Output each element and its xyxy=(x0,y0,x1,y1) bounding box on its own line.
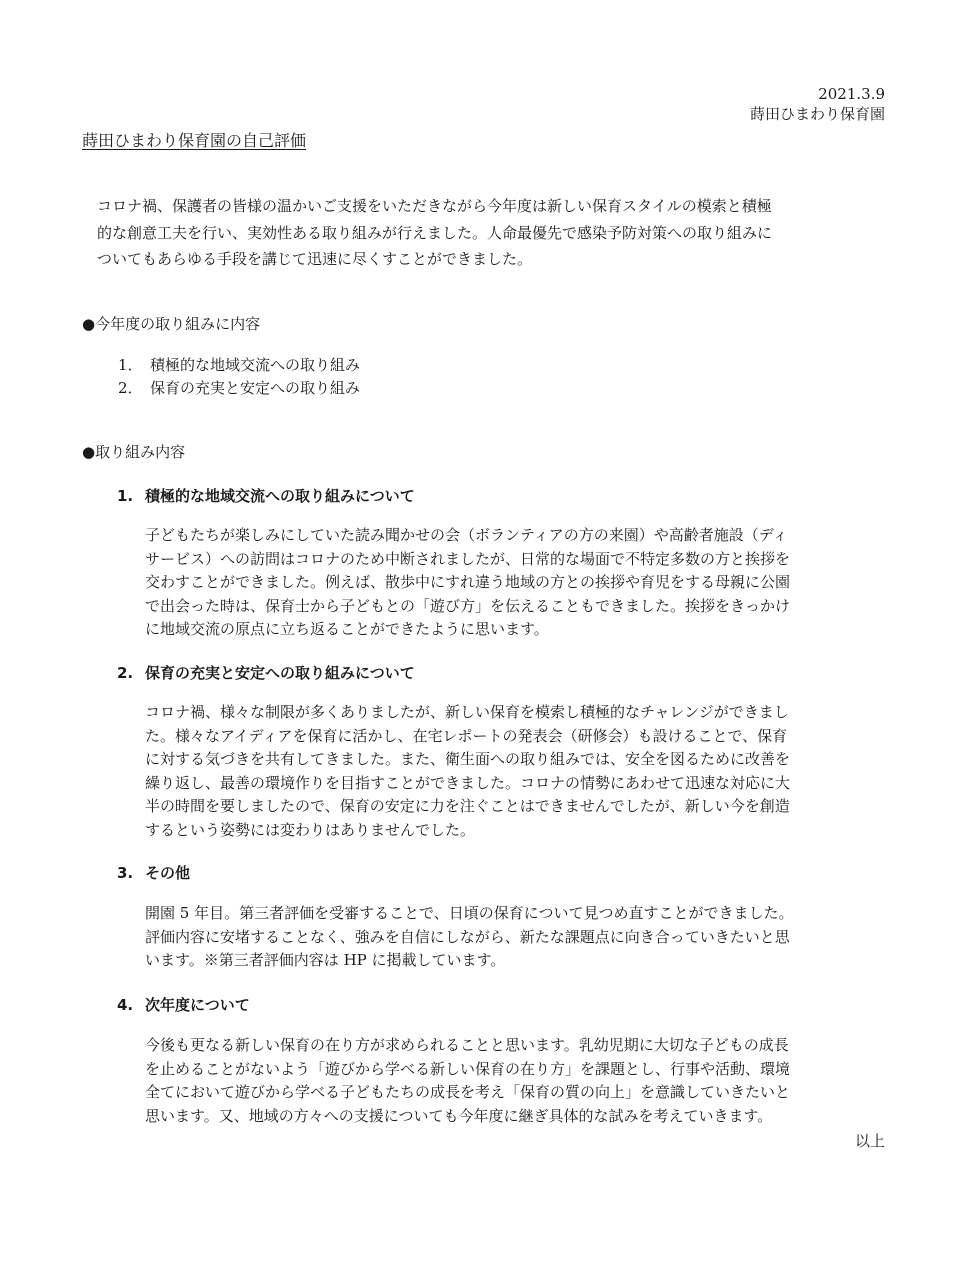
body-line: 思います。又、地域の方々への支援についても今年度に継ぎ具体的な試みを考えていきます。 xyxy=(145,1106,773,1125)
section-heading xyxy=(117,862,190,883)
body-line: 開園 5 年目。第三者評価を受審することで、日頃の保育について見つめ直すことができました。 xyxy=(145,904,794,922)
document-header xyxy=(750,84,885,124)
plan-item-number: 2． xyxy=(118,379,143,397)
section-body xyxy=(145,902,887,973)
section-title: 積極的な地域交流への取り組みについて xyxy=(145,487,415,505)
intro-line: 的な創意工夫を行い、実効性ある取り組みが行えました。人命最優先で感染予防対策への取り組みに xyxy=(97,223,773,242)
document-date: 2021.3.9 xyxy=(818,85,885,103)
section-number: 4. xyxy=(117,996,134,1014)
intro-line: コロナ禍、保護者の皆様の温かいご支援をいただきながら今年度は新しい保育スタイルの模索と積極 xyxy=(97,197,772,215)
body-line: 子どもたちが楽しみにしていた読み聞かせの会（ボランティアの方の来園）や高齢者施設（ディ xyxy=(145,526,788,544)
intro-line: ついてもあらゆる手段を講じて迅速に尽くすことができました。 xyxy=(97,250,533,268)
plan-list xyxy=(118,354,360,400)
plan-item-text: 保育の充実と安定への取り組み xyxy=(150,379,361,397)
section-heading xyxy=(117,994,250,1015)
section-body xyxy=(145,1034,887,1128)
body-line: を止めることがないよう「遊びから学べる新しい保育の在り方」を課題とし、行事や活動、環境 xyxy=(145,1059,791,1078)
body-line: 評価内容に安堵することなく、強みを自信にしながら、新たな課題点に向き合っていきたいと思 xyxy=(145,927,790,946)
organization-name: 蒔田ひまわり保育園 xyxy=(749,105,885,123)
body-line: た。様々なアイディアを保育に活かし、在宅レポートの発表会（研修会）も設けることで、保育 xyxy=(145,726,788,745)
section-body xyxy=(145,701,887,842)
body-line: 交わすことができました。例えば、散歩中にすれ違う地域の方との挨拶や育児をする母親に公園 xyxy=(145,573,791,591)
section-number: 2. xyxy=(117,664,134,682)
plan-item xyxy=(118,377,360,400)
body-line: するという姿勢には変わりはありませんでした。 xyxy=(145,820,476,839)
section-body xyxy=(145,524,887,642)
body-line: で出会った時は、保育士から子どもとの「遊び方」を伝えることもできました。挨拶をきっかけ xyxy=(145,596,791,615)
section-heading xyxy=(117,485,415,506)
plan-item xyxy=(118,354,360,377)
body-line: います。※第三者評価内容は HP に掲載しています。 xyxy=(145,951,506,969)
body-line: 繰り返し、最善の環境作りを目指すことができました。コロナの情勢にあわせて迅速な対応に大 xyxy=(145,773,791,792)
section-title: 保育の充実と安定への取り組みについて xyxy=(145,664,415,682)
body-line: サービス）への訪問はコロナのため中断されましたが、日常的な場面で不特定多数の方と挨拶を xyxy=(145,549,791,568)
section-title: 次年度について xyxy=(145,996,250,1014)
closing-text: 以上 xyxy=(854,1132,885,1150)
section-number: 1. xyxy=(117,487,134,505)
body-line: コロナ禍、様々な制限が多くありましたが、新しい保育を模索し積極的なチャレンジができまし xyxy=(145,703,789,721)
section-title: その他 xyxy=(145,864,191,882)
plan-item-number: 1． xyxy=(118,356,143,374)
details-heading: ●取り組み内容 xyxy=(82,443,186,461)
intro-paragraph xyxy=(97,193,887,273)
section-heading xyxy=(117,662,415,683)
body-line: に地域交流の原点に立ち返ることができたように思います。 xyxy=(145,620,549,638)
section-number: 3. xyxy=(117,864,134,882)
document-title: 蒔田ひまわり保育園の自己評価 xyxy=(82,131,307,150)
body-line: 今後も更なる新しい保育の在り方が求められることと思います。乳幼児期に大切な子どもの成長 xyxy=(145,1036,789,1054)
plan-item-text: 積極的な地域交流への取り組み xyxy=(150,356,361,374)
body-line: に対する気づきを共有してきました。また、衛生面への取り組みでは、安全を図るために改善を xyxy=(145,750,791,768)
body-line: 全てにおいて遊びから学べる子どもたちの成長を考え「保育の質の向上」を意識していきたいと xyxy=(145,1083,791,1101)
plans-heading: ●今年度の取り組みに内容 xyxy=(82,315,261,333)
body-line: 半の時間を要しましたので、保育の安定に力を注ぐことはできませんでしたが、新しい今を創造 xyxy=(145,797,790,815)
